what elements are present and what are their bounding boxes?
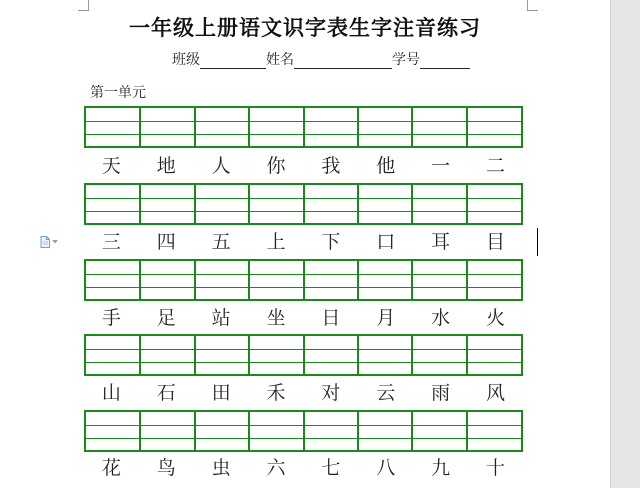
grid-divider (248, 185, 250, 223)
character-row (84, 303, 523, 333)
chinese-character: 站 (211, 307, 231, 329)
chinese-character: 日 (321, 307, 341, 329)
grid-divider (466, 261, 468, 299)
chinese-character: 坐 (266, 307, 286, 329)
chinese-character: 花 (101, 457, 121, 479)
margin-marker[interactable] (40, 236, 58, 248)
chinese-character: 月 (376, 307, 396, 329)
character-row (84, 151, 523, 181)
grid-divider (303, 185, 305, 223)
grid-divider (139, 412, 141, 450)
chinese-character: 水 (431, 307, 451, 329)
grid-divider (411, 336, 413, 374)
grid-divider (194, 261, 196, 299)
chinese-character: 人 (211, 155, 231, 177)
chinese-character: 石 (156, 382, 176, 404)
text-cursor (537, 228, 538, 256)
name-label: 姓名 (266, 52, 294, 68)
chinese-character: 一 (431, 155, 451, 177)
grid-divider (248, 336, 250, 374)
number-blank[interactable] (420, 52, 470, 69)
character-row (84, 378, 523, 408)
chinese-character: 地 (156, 155, 176, 177)
grid-divider (357, 336, 359, 374)
document-icon (40, 236, 50, 248)
grid-divider (139, 336, 141, 374)
document-title: 一年级上册语文识字表生字注音练习 (129, 15, 481, 40)
grid-divider (357, 261, 359, 299)
chinese-character: 九 (431, 457, 451, 479)
character-row (84, 453, 523, 483)
chinese-character: 火 (486, 307, 506, 329)
pinyin-grid[interactable] (84, 259, 523, 301)
chinese-character: 耳 (431, 231, 451, 253)
grid-divider (248, 412, 250, 450)
page-corner-mark-left (78, 0, 89, 11)
grid-divider (303, 336, 305, 374)
chinese-character: 四 (156, 231, 176, 253)
grid-divider (303, 412, 305, 450)
grid-divider (411, 261, 413, 299)
chinese-character: 口 (376, 231, 396, 253)
name-blank[interactable] (294, 52, 392, 69)
chinese-character: 八 (376, 457, 396, 479)
unit-heading: 第一单元 (90, 85, 146, 101)
grid-divider (194, 336, 196, 374)
student-info-line (172, 49, 470, 69)
pinyin-grid[interactable] (84, 334, 523, 376)
chinese-character: 上 (266, 231, 286, 253)
chinese-character: 六 (266, 457, 286, 479)
chinese-character: 云 (376, 382, 396, 404)
grid-divider (139, 108, 141, 146)
grid-divider (466, 336, 468, 374)
grid-divider (248, 108, 250, 146)
window-side-panel (610, 0, 640, 488)
character-row (84, 227, 523, 257)
chinese-character: 他 (376, 155, 396, 177)
grid-divider (194, 108, 196, 146)
chinese-character: 你 (266, 155, 286, 177)
chinese-character: 目 (486, 231, 506, 253)
chinese-character: 足 (156, 307, 176, 329)
chinese-character: 风 (486, 382, 506, 404)
grid-divider (357, 412, 359, 450)
class-blank[interactable] (200, 52, 266, 69)
chinese-character: 田 (211, 382, 231, 404)
grid-divider (357, 185, 359, 223)
grid-divider (194, 412, 196, 450)
pinyin-grid[interactable] (84, 183, 523, 225)
chinese-character: 对 (321, 382, 341, 404)
chinese-character: 五 (211, 231, 231, 253)
chinese-character: 二 (486, 155, 506, 177)
pinyin-grid[interactable] (84, 106, 523, 148)
chinese-character: 下 (321, 231, 341, 253)
grid-divider (139, 261, 141, 299)
chinese-character: 山 (101, 382, 121, 404)
chinese-character: 虫 (211, 457, 231, 479)
grid-divider (466, 108, 468, 146)
chinese-character: 我 (321, 155, 341, 177)
chevron-down-icon (52, 240, 58, 244)
grid-divider (303, 108, 305, 146)
chinese-character: 鸟 (156, 457, 176, 479)
grid-divider (411, 185, 413, 223)
chinese-character: 手 (101, 307, 121, 329)
grid-divider (139, 185, 141, 223)
grid-divider (466, 412, 468, 450)
grid-divider (194, 185, 196, 223)
grid-divider (303, 261, 305, 299)
chinese-character: 雨 (431, 382, 451, 404)
chinese-character: 禾 (266, 382, 286, 404)
number-label: 学号 (392, 52, 420, 68)
chinese-character: 天 (101, 155, 121, 177)
page-corner-mark-right (527, 0, 538, 11)
chinese-character: 三 (101, 231, 121, 253)
chinese-character: 七 (321, 457, 341, 479)
grid-divider (248, 261, 250, 299)
grid-divider (357, 108, 359, 146)
grid-divider (466, 185, 468, 223)
pinyin-grid[interactable] (84, 410, 523, 452)
grid-divider (411, 108, 413, 146)
class-label: 班级 (172, 52, 200, 68)
chinese-character: 十 (486, 457, 506, 479)
grid-divider (411, 412, 413, 450)
